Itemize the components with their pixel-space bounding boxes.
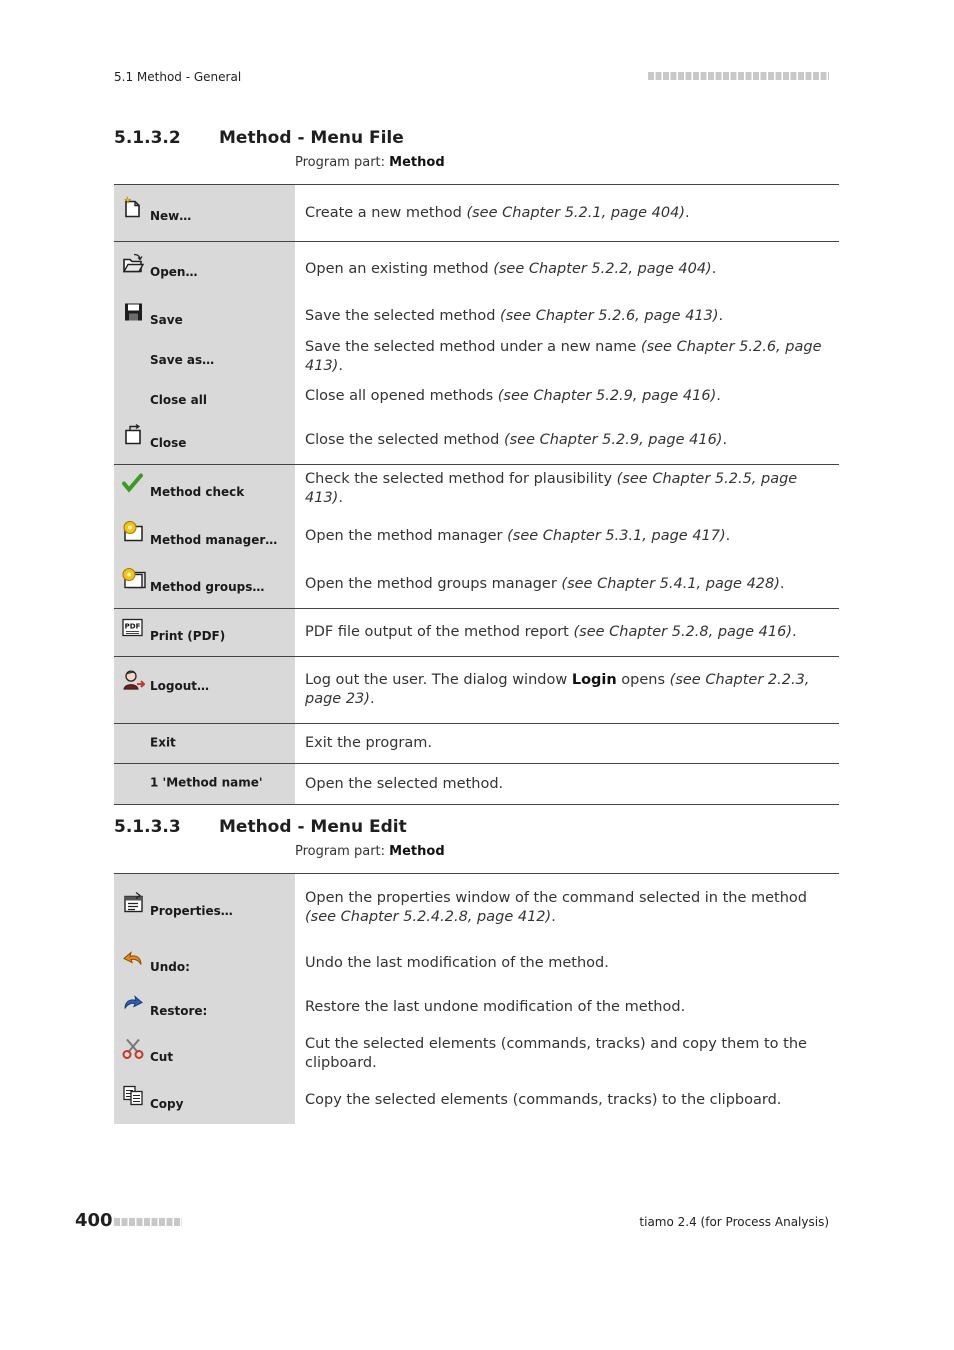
page-number: 400 bbox=[75, 1210, 113, 1231]
table-row bbox=[114, 942, 839, 986]
menu-edit-table bbox=[114, 873, 839, 1124]
chapter-reference[interactable]: (see Chapter 5.2.5, page 413) bbox=[305, 470, 798, 506]
table-row bbox=[114, 1030, 839, 1078]
menu-item-label[interactable]: Cut bbox=[150, 1049, 174, 1064]
description-tail: . bbox=[792, 624, 797, 640]
table-row bbox=[114, 185, 839, 242]
item-description: Copy the selected elements (commands, tracks) to the clipboard. bbox=[305, 1092, 782, 1108]
item-description: PDF file output of the method report bbox=[305, 624, 574, 640]
table-row bbox=[114, 609, 839, 657]
menu-item-label[interactable]: Undo: bbox=[150, 959, 190, 974]
redo-icon bbox=[122, 991, 144, 1013]
section-heading-menu-edit bbox=[114, 817, 407, 837]
chapter-reference[interactable]: (see Chapter 5.2.4.2.8, page 412) bbox=[305, 908, 552, 925]
description-tail: . bbox=[551, 908, 556, 925]
item-description: Restore the last undone modification of the method. bbox=[305, 999, 686, 1015]
menu-item-label[interactable]: 1 'Method name' bbox=[150, 775, 263, 790]
table-row bbox=[114, 417, 839, 465]
item-description: Check the selected method for plausibility bbox=[305, 470, 617, 487]
menu-item-label[interactable]: Close bbox=[150, 436, 187, 451]
menu-item-label[interactable]: Print (PDF) bbox=[150, 628, 226, 643]
item-description: Open the method manager bbox=[305, 528, 508, 544]
close-document-icon bbox=[122, 424, 144, 446]
menu-item-label[interactable]: New… bbox=[150, 208, 192, 223]
copy-icon bbox=[122, 1084, 144, 1106]
description-tail: . bbox=[338, 357, 343, 374]
undo-icon bbox=[122, 947, 144, 969]
item-description: Cut the selected elements (commands, tracks) and copy them to the clipboard. bbox=[305, 1035, 807, 1071]
program-part-value: Method bbox=[389, 844, 445, 859]
menu-item-label[interactable]: Open… bbox=[150, 265, 198, 280]
chapter-reference[interactable]: (see Chapter 5.2.1, page 404) bbox=[466, 204, 685, 221]
chapter-reference[interactable]: (see Chapter 5.2.6, page 413) bbox=[305, 338, 822, 374]
description-tail: . bbox=[716, 388, 721, 404]
item-description: Open the method groups manager bbox=[305, 575, 562, 592]
section-heading-menu-file bbox=[114, 128, 404, 148]
item-description: Open the properties window of the command selected in the method bbox=[305, 889, 807, 906]
menu-item-label[interactable]: Restore: bbox=[150, 1003, 208, 1018]
description-tail: . bbox=[722, 431, 728, 448]
pdf-icon bbox=[122, 616, 144, 638]
item-description: Open an existing method bbox=[305, 260, 494, 277]
svg-text:PDF: PDF bbox=[124, 622, 141, 630]
table-row bbox=[114, 764, 839, 805]
chapter-reference[interactable]: (see Chapter 2.2.3, page 23) bbox=[305, 672, 810, 707]
checkmark-icon bbox=[122, 472, 144, 494]
item-description: Create a new method bbox=[305, 204, 467, 221]
open-folder-icon bbox=[122, 253, 144, 275]
table-row bbox=[114, 657, 839, 724]
menu-item-label[interactable]: Method check bbox=[150, 484, 245, 499]
description-tail: . bbox=[338, 489, 343, 506]
properties-icon bbox=[122, 891, 144, 913]
item-description: Save the selected method bbox=[305, 308, 501, 324]
description-tail: . bbox=[779, 575, 785, 592]
description-tail: . bbox=[725, 528, 731, 544]
header-decoration-dots bbox=[648, 72, 829, 80]
chapter-reference[interactable]: (see Chapter 5.3.1, page 417) bbox=[507, 528, 726, 544]
chapter-reference[interactable]: (see Chapter 5.2.8, page 416) bbox=[573, 624, 792, 640]
program-part-line bbox=[295, 844, 445, 859]
chapter-reference[interactable]: (see Chapter 5.2.9, page 416) bbox=[497, 388, 717, 404]
item-description: Open the selected method. bbox=[305, 775, 504, 792]
dialog-name: Login bbox=[571, 672, 617, 688]
section-number: 5.1.3.3 bbox=[114, 817, 181, 837]
menu-item-label[interactable]: Save as… bbox=[150, 352, 215, 367]
footer-decoration-dots bbox=[114, 1218, 182, 1226]
menu-file-table bbox=[114, 184, 839, 805]
menu-item-label[interactable]: Close all bbox=[150, 392, 207, 407]
table-row bbox=[114, 874, 839, 942]
table-row bbox=[114, 377, 839, 417]
running-header: 5.1 Method - General bbox=[114, 70, 242, 84]
section-number: 5.1.3.2 bbox=[114, 128, 181, 148]
description-tail: . bbox=[718, 308, 724, 324]
chapter-reference[interactable]: (see Chapter 5.2.2, page 404) bbox=[493, 260, 712, 277]
table-row bbox=[114, 986, 839, 1030]
item-description: Close the selected method bbox=[305, 431, 504, 448]
menu-item-label[interactable]: Copy bbox=[150, 1096, 184, 1111]
menu-item-label[interactable]: Logout… bbox=[150, 679, 210, 694]
table-row bbox=[114, 297, 839, 337]
menu-item-label[interactable]: Method groups… bbox=[150, 580, 265, 595]
program-part-label: Program part: bbox=[295, 155, 386, 170]
chapter-reference[interactable]: (see Chapter 5.4.1, page 428) bbox=[561, 575, 780, 592]
table-row bbox=[114, 1078, 839, 1124]
floppy-disk-icon bbox=[122, 300, 144, 322]
scissors-icon bbox=[122, 1037, 144, 1059]
item-description: Exit the program. bbox=[305, 735, 432, 751]
method-groups-icon bbox=[122, 568, 144, 590]
table-row bbox=[114, 465, 839, 513]
table-row bbox=[114, 337, 839, 377]
section-title: Method - Menu Edit bbox=[219, 817, 407, 837]
description-tail: . bbox=[684, 204, 690, 221]
table-row bbox=[114, 724, 839, 764]
program-part-line bbox=[295, 155, 445, 170]
description-tail: . bbox=[369, 691, 375, 707]
item-description: Undo the last modification of the method. bbox=[305, 955, 609, 971]
menu-item-label[interactable]: Save bbox=[150, 312, 183, 327]
new-document-icon bbox=[122, 197, 144, 219]
menu-item-label[interactable]: Exit bbox=[150, 735, 176, 750]
logout-user-icon bbox=[122, 669, 144, 691]
chapter-reference[interactable]: (see Chapter 5.2.6, page 413) bbox=[500, 308, 719, 324]
table-row bbox=[114, 513, 839, 561]
menu-item-label[interactable]: Properties… bbox=[150, 903, 233, 918]
item-description: Close all opened methods bbox=[305, 388, 498, 404]
item-description: Save the selected method under a new name bbox=[305, 338, 641, 355]
program-part-label: Program part: bbox=[295, 844, 386, 859]
table-row bbox=[114, 242, 839, 297]
description-tail: . bbox=[711, 260, 717, 277]
item-description-cont: opens bbox=[616, 672, 670, 688]
method-manager-icon bbox=[122, 520, 144, 542]
product-name: tiamo 2.4 (for Process Analysis) bbox=[639, 1215, 829, 1229]
item-description: Log out the user. The dialog window bbox=[305, 672, 572, 688]
chapter-reference[interactable]: (see Chapter 5.2.9, page 416) bbox=[503, 431, 723, 448]
section-title: Method - Menu File bbox=[219, 128, 404, 148]
menu-item-label[interactable]: Method manager… bbox=[150, 532, 278, 547]
table-row bbox=[114, 561, 839, 609]
program-part-value: Method bbox=[389, 155, 445, 170]
